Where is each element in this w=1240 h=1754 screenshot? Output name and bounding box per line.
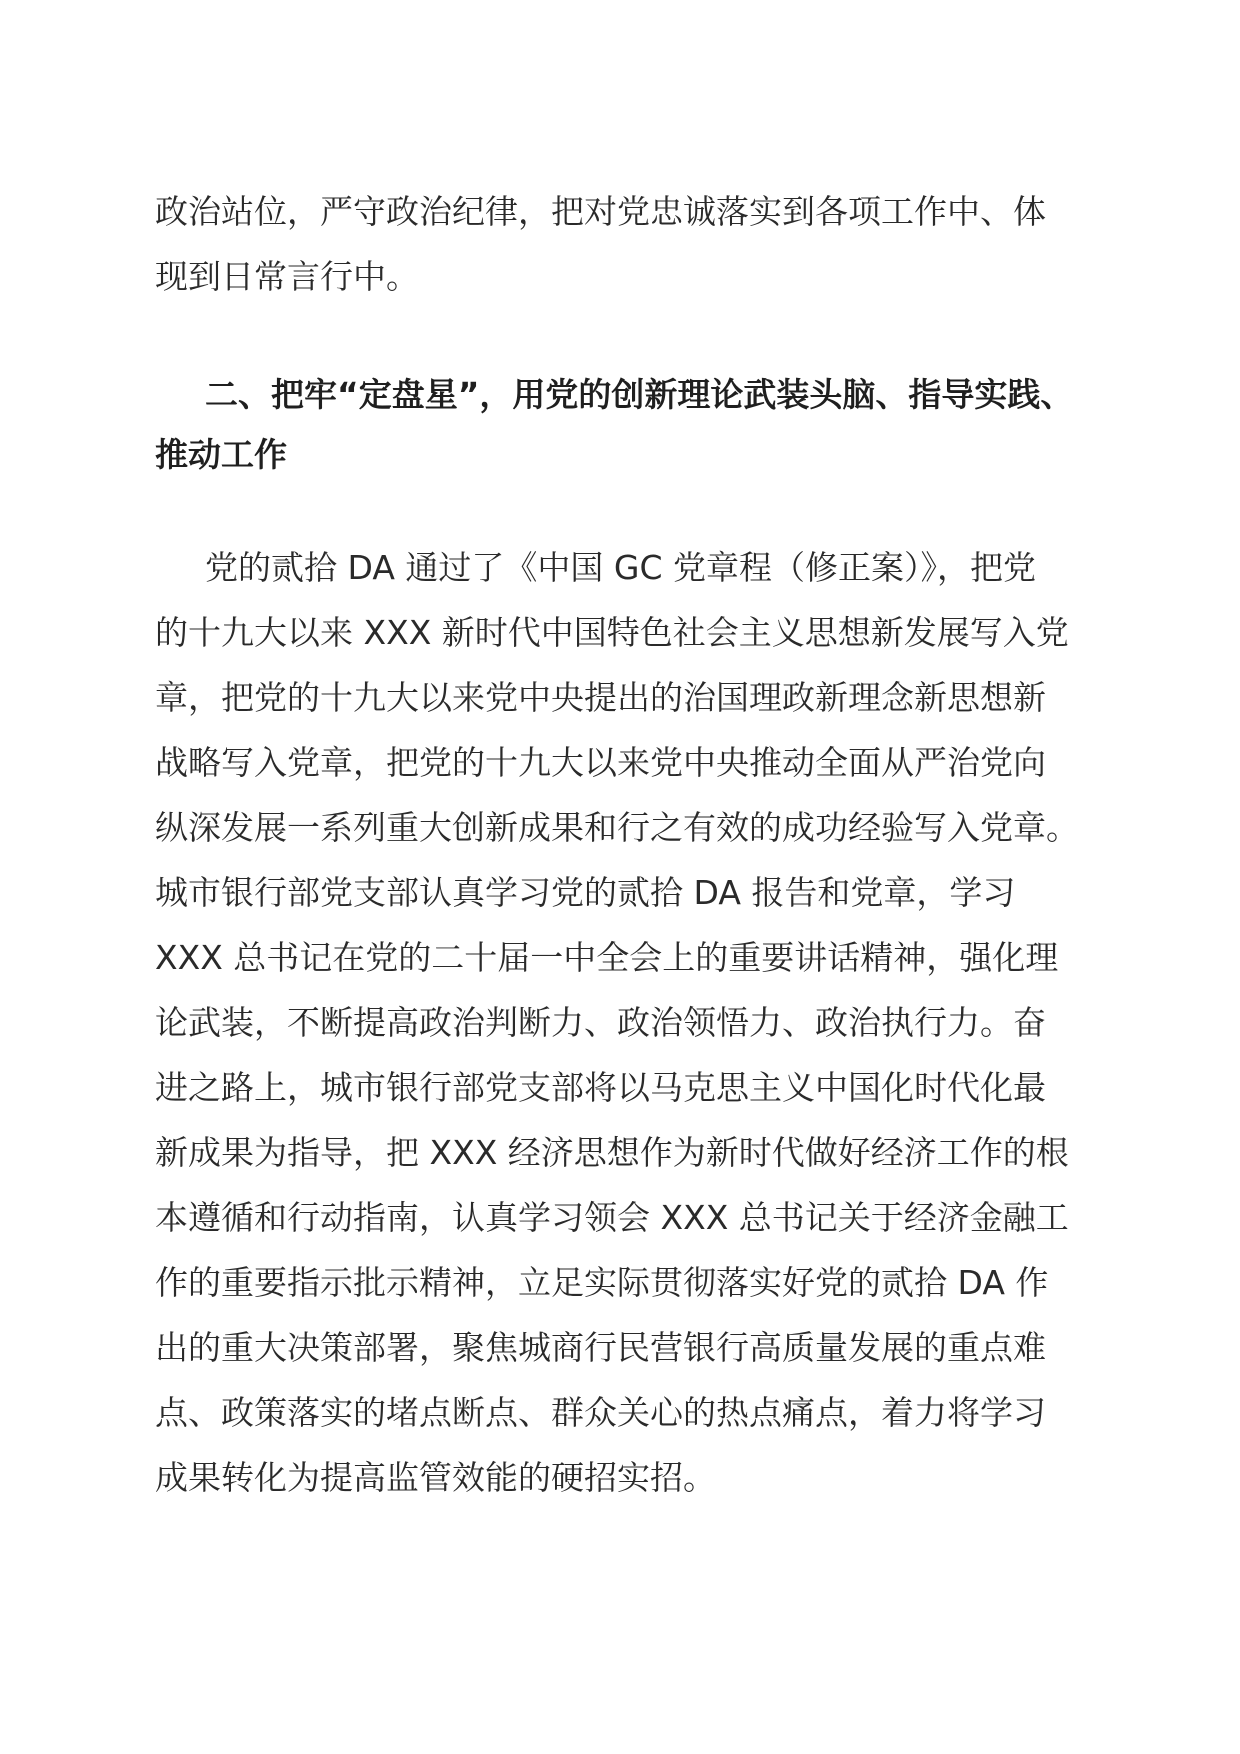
paragraph-2-line-9: 进之路上，城市银行部党支部将以马克思主义中国化时代化最 (155, 1068, 1046, 1107)
paragraph-2-line-13: 出的重大决策部署，聚焦城商行民营银行高质量发展的重点难 (155, 1328, 1046, 1367)
paragraph-2-line-15: 成果转化为提高监管效能的硬招实招。 (155, 1458, 716, 1497)
paragraph-1-line-1: 政治站位，严守政治纪律，把对党忠诚落实到各项工作中、体 (155, 192, 1046, 231)
paragraph-2-line-6: 城市银行部党支部认真学习党的贰拾 DA 报告和党章，学习 (155, 873, 1016, 912)
paragraph-2-line-11: 本遵循和行动指南，认真学习领会 XXX 总书记关于经济金融工 (155, 1198, 1069, 1237)
paragraph-2-line-12: 作的重要指示批示精神，立足实际贯彻落实好党的贰拾 DA 作 (155, 1263, 1049, 1302)
paragraph-2-line-10: 新成果为指导，把 XXX 经济思想作为新时代做好经济工作的根 (155, 1133, 1069, 1172)
paragraph-2-line-1: 党的贰拾 DA 通过了《中国 GC 党章程（修正案）》，把党 (205, 548, 1036, 587)
paragraph-2-line-5: 纵深发展一系列重大创新成果和行之有效的成功经验写入党章。 (155, 808, 1079, 847)
paragraph-2-line-3: 章，把党的十九大以来党中央提出的治国理政新理念新思想新 (155, 678, 1046, 717)
paragraph-2-line-4: 战略写入党章，把党的十九大以来党中央推动全面从严治党向 (155, 743, 1046, 782)
paragraph-2-line-2: 的十九大以来 XXX 新时代中国特色社会主义思想新发展写入党 (155, 613, 1069, 652)
paragraph-2-line-7: XXX 总书记在党的二十届一中全会上的重要讲话精神，强化理 (155, 938, 1059, 977)
paragraph-2-line-8: 论武装，不断提高政治判断力、政治领悟力、政治执行力。奋 (155, 1003, 1046, 1042)
paragraph-2-line-14: 点、政策落实的堵点断点、群众关心的热点痛点，着力将学习 (155, 1393, 1046, 1432)
section-heading-line-1: 二、把牢“定盘星”，用党的创新理论武装头脑、指导实践、 (205, 375, 1074, 414)
section-heading-line-2: 推动工作 (155, 435, 287, 474)
paragraph-1-line-2: 现到日常言行中。 (155, 257, 419, 296)
